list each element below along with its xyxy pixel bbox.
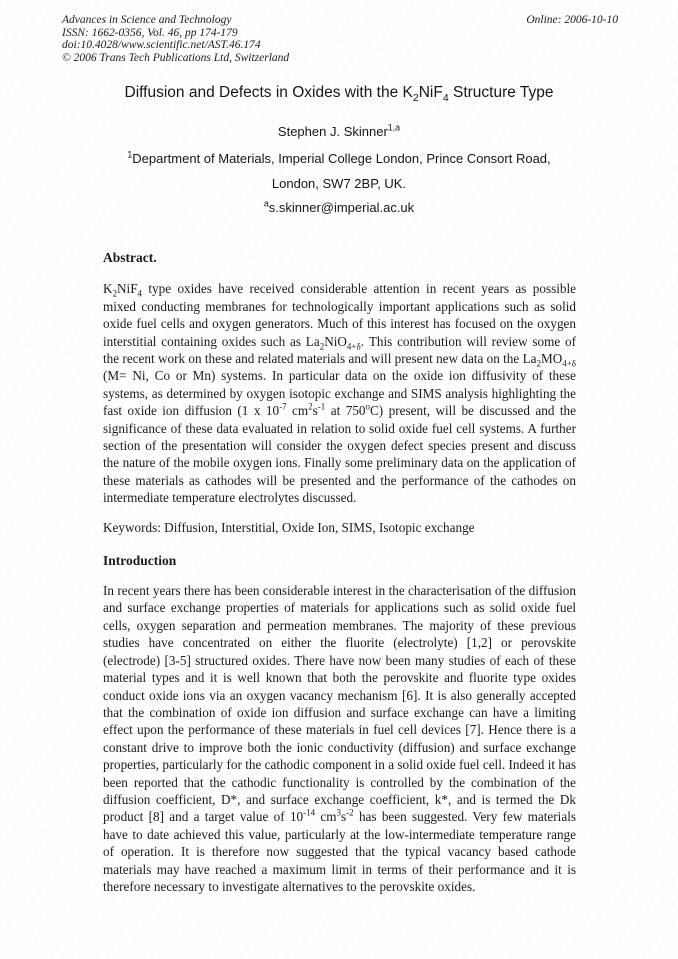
journal-doi-line: doi:10.4028/www.scientific.net/AST.46.174 <box>62 39 261 52</box>
affiliation-line-1: $^1$Department of Materials, Imperial College London, Prince Consort Road, <box>127 150 551 167</box>
journal-issn-line: ISSN: 1662-0356, Vol. 46, pp 174-179 <box>62 26 238 39</box>
main-column <box>103 249 576 895</box>
keywords-line: Keywords: Diffusion, Interstitial, Oxide Ion, SIMS, Isotopic exchange <box>103 519 475 535</box>
journal-title-line: Advances in Science and Technology <box>62 14 232 26</box>
journal-info <box>62 14 289 64</box>
document-header <box>0 0 678 64</box>
introduction-body: In recent years there has been considerable interest in the characterisation of the diffusion and surface exchange properties of materials for applications such as solid oxide fuel cells, oxygen separation and permeation membranes. The majority of these previous studies have concentrated on either the fluorite (electrolyte) [1,2] or perovskite (electrode) [3-5] structured oxides. There have now been many studies of each of these material types and it is well known that both the perovskite and fluorite type oxides conduct oxide ions via an oxygen vacancy mechanism [6]. It is also generally accepted that the combination of oxide ion diffusion and surface exchange can have a limiting effect upon the performance of these materials in fuel cell devices [7]. Hence there is a constant drive to improve both the ionic conductivity (diffusion) and surface exchange properties, particularly for the cathodic component in a solid oxide fuel cell. Indeed it has been reported that the cathodic functionality is controlled by the combination of the diffusion coefficient, D*, and surface exchange coefficient, k*, and is termed the Dk product [8] and a target value of $10^{-14}$ $cm^3s^{-2}$ has been suggested. Very few materials have to date achieved this value, particularly at the low-intermediate temperature range of operation. It is therefore now suggested that the typical vacancy based cathode materials may have reached a maximum limit in terms of their performance and it is therefore necessary to investigate alternatives to the perovskite oxides. <box>103 583 576 894</box>
paper-title: Diffusion and Defects in Oxides with the $K_2NiF_4$ Structure Type <box>124 84 554 105</box>
introduction-heading: Introduction <box>103 553 177 569</box>
online-date: Online: 2006-10-10 <box>526 14 618 26</box>
abstract-heading: Abstract. <box>103 250 157 266</box>
affiliation-line-2: London, SW7 2BP, UK. <box>271 176 407 192</box>
author-line: Stephen J. Skinner$^{1,a}$ <box>277 123 401 140</box>
author-email: $^a$s.skinner@imperial.ac.uk <box>263 199 415 216</box>
abstract-body: $K_2NiF_4$ type oxides have received considerable attention in recent years as possible mixed conducting membranes for technologically important applications such as solid oxide fuel cells and oxygen generators. Much of this interest has focused on the oxygen interstitial containing oxides such as $La_2NiO_{4+\delta}$. This contribution will review some of the recent work on these and related materials and will present new data on the $La_2MO_{4+\delta}$ (M= Ni, Co or Mn) systems. In particular data on the oxide ion diffusivity of these systems, as determined by oxygen isotopic exchange and SIMS analysis highlighting the fast oxide ion diffusion (1 x $10^{-7}$ $cm^2s^{-1}$ at 750$^o$C) present, will be discussed and the significance of these data evaluated in relation to solid oxide fuel cell systems. A further section of the presentation will consider the oxygen defect species present and discuss the nature of the mobile oxygen ions. Finally some preliminary data on the application of these materials as cathodes will be presented and the performance of the cathodes on intermediate temperature electrolytes discussed. <box>103 281 577 506</box>
journal-copyright-line: © 2006 Trans Tech Publications Ltd, Switzerland <box>62 51 290 64</box>
